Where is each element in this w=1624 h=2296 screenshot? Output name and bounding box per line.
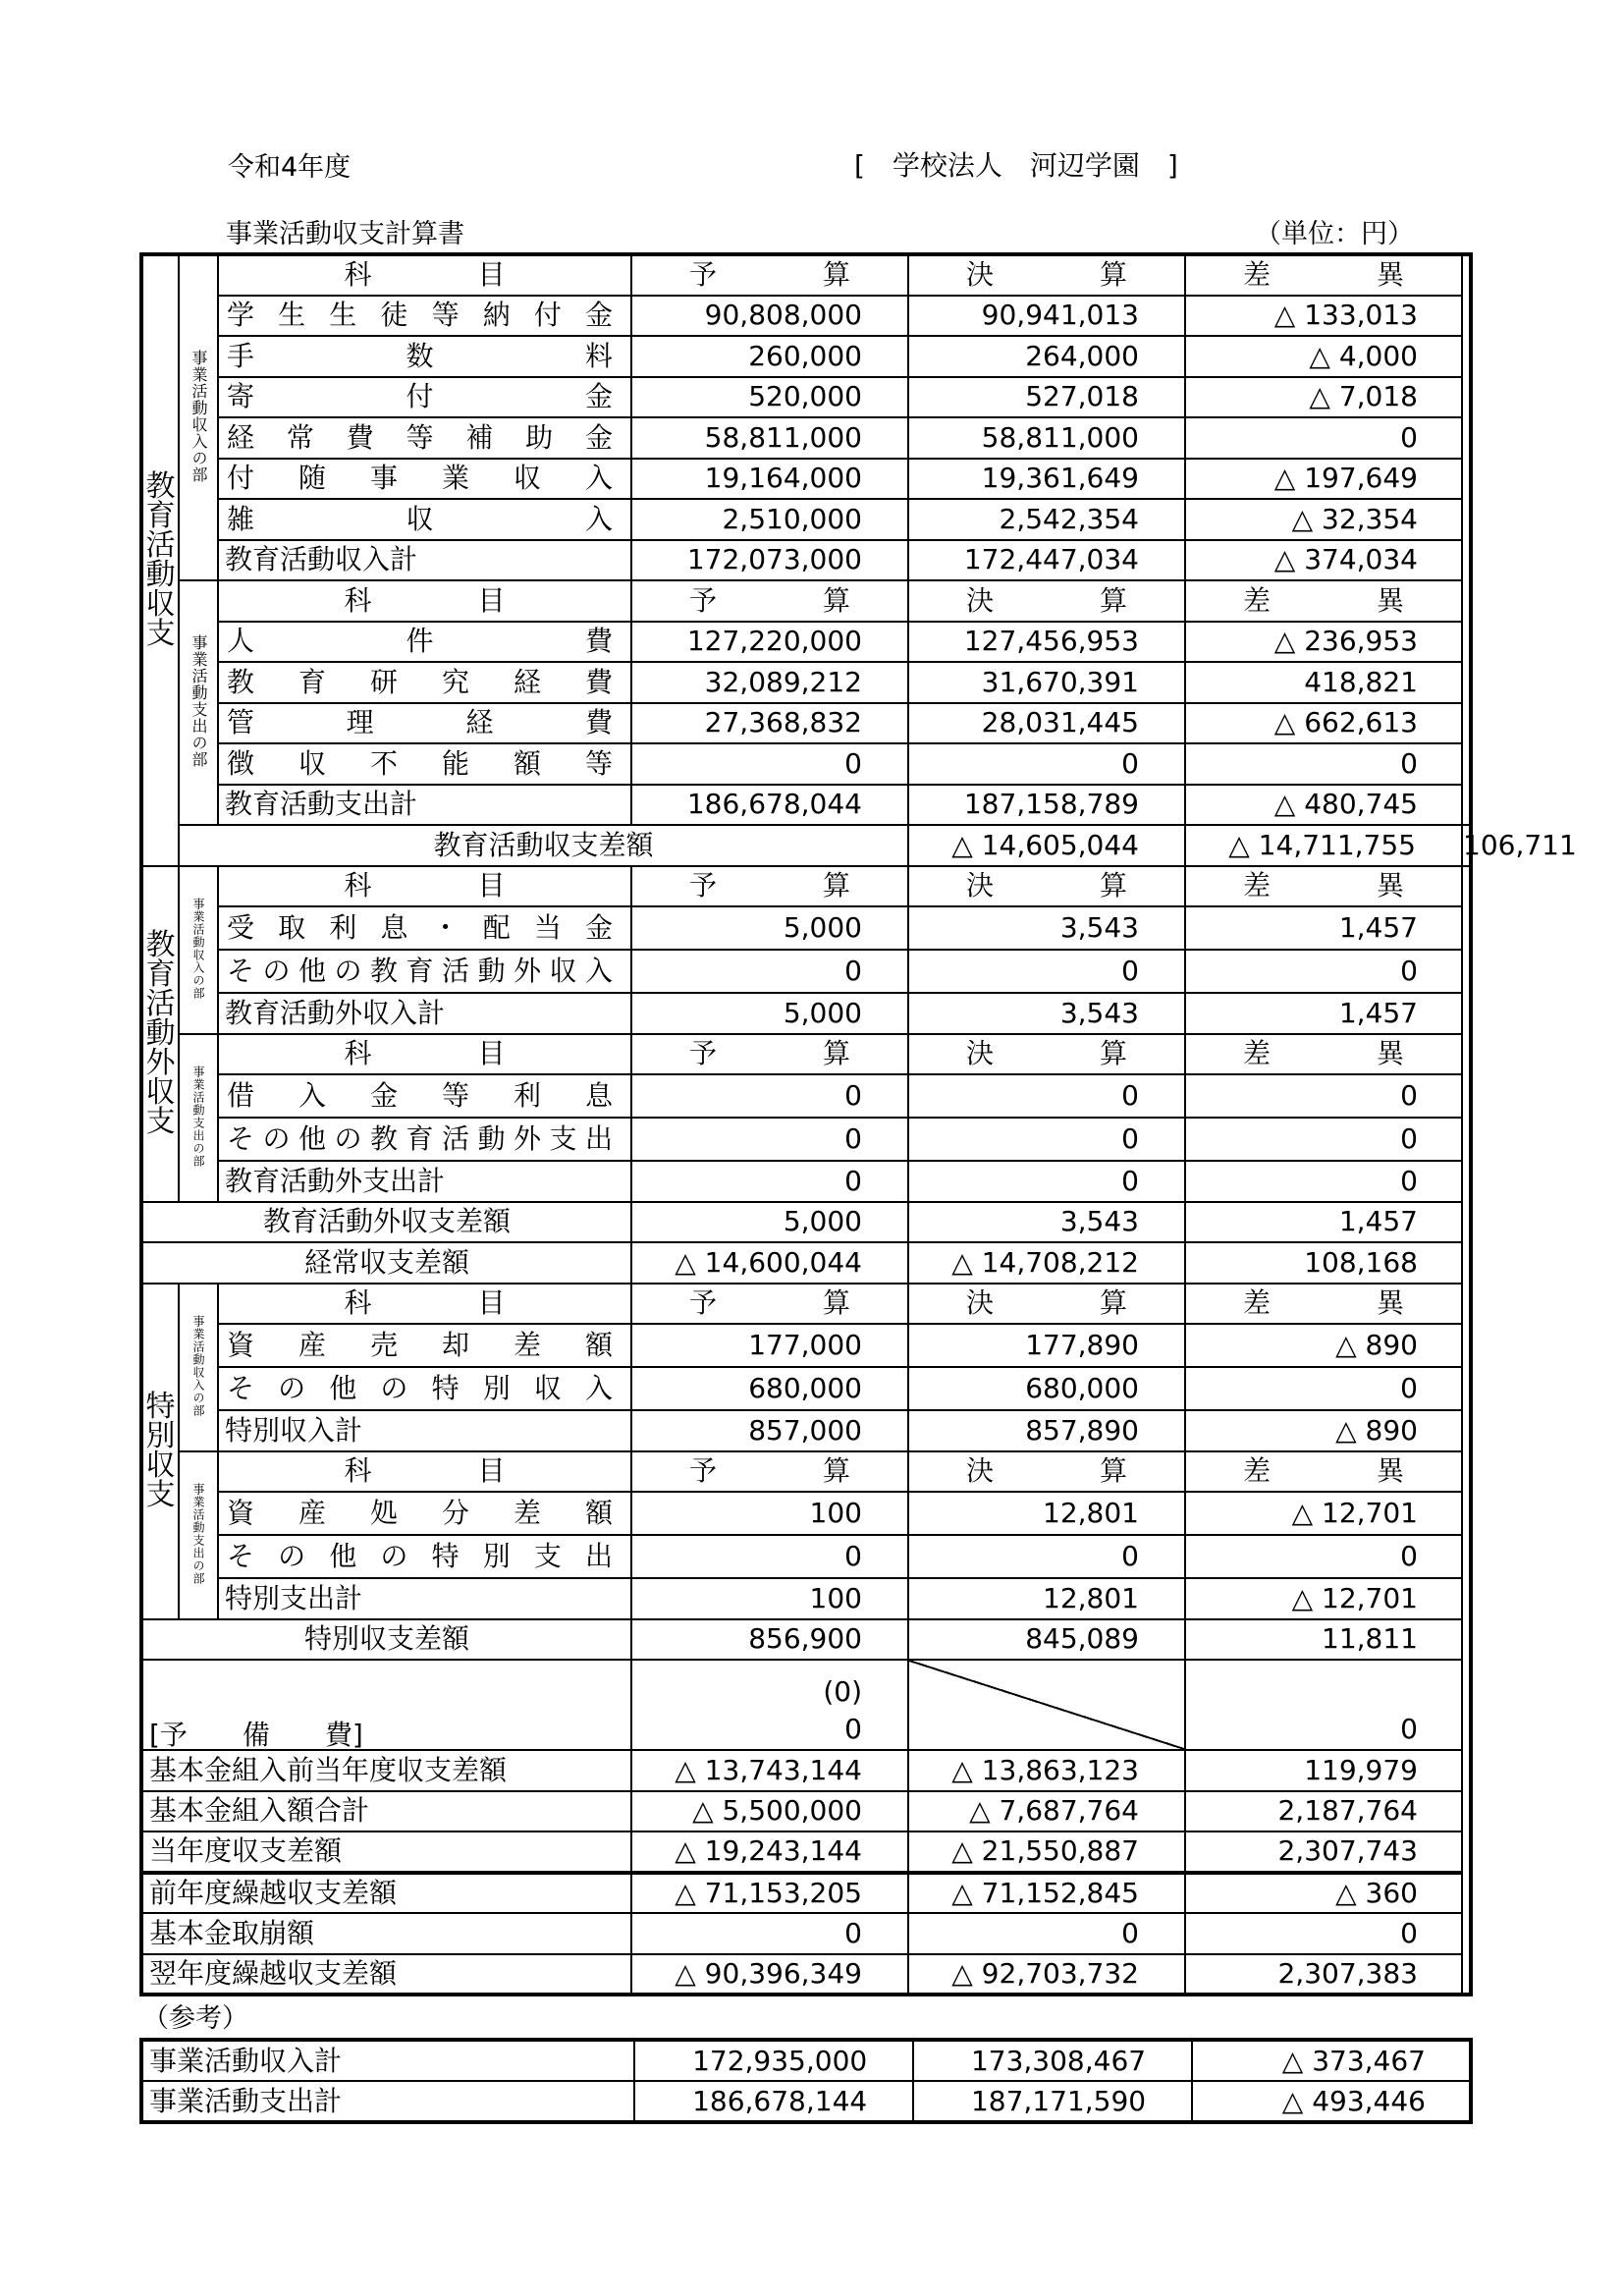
diff-value: 1,457 xyxy=(1185,1202,1462,1243)
reference-name: 事業活動収入計 xyxy=(141,2040,634,2081)
reserve-budget xyxy=(631,1660,908,1750)
budget-value: 100 xyxy=(631,1578,908,1619)
actual-value: 19,361,649 xyxy=(908,459,1185,500)
subgroup-other-income xyxy=(179,866,218,1034)
actual-value: 527,018 xyxy=(908,377,1185,418)
summary-name: 基本金組入前当年度収支差額 xyxy=(141,1750,631,1791)
col-header-diff: 差 異 xyxy=(1185,1451,1462,1493)
table-row xyxy=(141,1324,1471,1367)
item-name: 学生生徒等納付金 xyxy=(218,296,631,337)
col-header-budget: 予 算 xyxy=(631,254,908,296)
actual-value: 3,543 xyxy=(908,1202,1185,1243)
summary-name: 当年度収支差額 xyxy=(141,1831,631,1873)
school-name: [ 学校法人 河辺学園 ] xyxy=(854,149,1178,182)
group-edu xyxy=(141,254,179,866)
budget-value: 172,073,000 xyxy=(631,540,908,581)
diff-value: 1,457 xyxy=(1185,906,1462,950)
diff-value: 1,457 xyxy=(1185,993,1462,1034)
table-row xyxy=(141,1535,1471,1578)
activity-statement-table xyxy=(139,252,1577,1996)
reserve-diff: 0 xyxy=(1185,1660,1462,1750)
actual-value: △ 14,708,212 xyxy=(908,1242,1185,1284)
diff-value: 0 xyxy=(1185,1074,1462,1118)
item-name: 借入金等利息 xyxy=(218,1074,631,1118)
diff-value: 106,711 xyxy=(1462,825,1471,866)
item-name: 資産処分差額 xyxy=(218,1492,631,1535)
item-name: 手数料 xyxy=(218,336,631,377)
reference-label: （参考） xyxy=(142,2003,248,2034)
diff-value: △ 236,953 xyxy=(1185,622,1462,663)
table-row xyxy=(141,2081,1471,2122)
document-title: 事業活動収支計算書 xyxy=(226,219,464,249)
actual-value: 187,171,590 xyxy=(913,2081,1192,2122)
budget-value: 0 xyxy=(631,1535,908,1578)
col-header-item: 科 目 xyxy=(218,1034,631,1075)
item-name: 付随事業収入 xyxy=(218,459,631,500)
col-header-diff: 差 異 xyxy=(1185,1034,1462,1075)
budget-value: △ 14,600,044 xyxy=(631,1242,908,1284)
diff-value: 418,821 xyxy=(1185,662,1462,703)
table-row xyxy=(141,1284,1471,1325)
balance-name: 経常収支差額 xyxy=(141,1242,631,1284)
subgroup-special-income xyxy=(179,1284,218,1451)
col-header-item: 科 目 xyxy=(218,1451,631,1493)
col-header-item: 科 目 xyxy=(218,1284,631,1325)
budget-value: 2,510,000 xyxy=(631,499,908,540)
budget-value: △ 14,605,044 xyxy=(908,825,1185,866)
diff-value: △ 12,701 xyxy=(1185,1578,1462,1619)
table-row xyxy=(141,1578,1471,1619)
actual-value: 58,811,000 xyxy=(908,417,1185,459)
actual-value: △ 7,687,764 xyxy=(908,1791,1185,1832)
diff-value: △ 890 xyxy=(1185,1410,1462,1451)
diff-value: △ 32,354 xyxy=(1185,499,1462,540)
table-row xyxy=(141,377,1471,418)
table-row xyxy=(141,499,1471,540)
col-header-actual: 決 算 xyxy=(908,254,1185,296)
budget-value: 127,220,000 xyxy=(631,622,908,663)
diff-value: 119,979 xyxy=(1185,1750,1462,1791)
diff-value: △ 662,613 xyxy=(1185,703,1462,744)
item-name: その他の教育活動外収入 xyxy=(218,950,631,993)
budget-value: 5,000 xyxy=(631,1202,908,1243)
table-row xyxy=(141,866,1471,907)
table-row xyxy=(141,1660,1471,1750)
col-header-diff: 差 異 xyxy=(1185,1284,1462,1325)
item-name: 徴収不能額等 xyxy=(218,743,631,785)
balance-name: 教育活動収支差額 xyxy=(179,825,908,866)
diff-value: 0 xyxy=(1185,1161,1462,1202)
col-header-budget: 予 算 xyxy=(631,1034,908,1075)
unit-label: （単位：円） xyxy=(1255,219,1414,249)
table-row xyxy=(141,2040,1471,2081)
budget-value: 0 xyxy=(631,1118,908,1161)
diff-value: △ 197,649 xyxy=(1185,459,1462,500)
table-row xyxy=(141,1367,1471,1410)
col-header-actual: 決 算 xyxy=(908,1451,1185,1493)
actual-value: △ 71,152,845 xyxy=(908,1873,1185,1914)
subgroup-edu-income-label: 事業活動収入の部 xyxy=(189,350,208,483)
actual-value: 857,890 xyxy=(908,1410,1185,1451)
diff-value: 0 xyxy=(1185,417,1462,459)
budget-value: 186,678,144 xyxy=(634,2081,913,2122)
actual-value: 127,456,953 xyxy=(908,622,1185,663)
actual-value: 0 xyxy=(908,1161,1185,1202)
reserve-budget-value: 0 xyxy=(844,1713,862,1745)
budget-value: 32,089,212 xyxy=(631,662,908,703)
reserve-budget-paren: (0) xyxy=(823,1675,862,1708)
table-row xyxy=(141,1202,1471,1243)
diff-value: △ 12,701 xyxy=(1185,1492,1462,1535)
item-name: 資産売却差額 xyxy=(218,1324,631,1367)
table-row xyxy=(141,1074,1471,1118)
col-header-diff: 差 異 xyxy=(1185,866,1462,907)
col-header-budget: 予 算 xyxy=(631,1451,908,1493)
subgroup-other-expense-label: 事業活動支出の部 xyxy=(191,1066,205,1168)
col-header-actual: 決 算 xyxy=(908,866,1185,907)
actual-value: 0 xyxy=(908,1118,1185,1161)
table-row xyxy=(141,1791,1471,1832)
diff-value: 0 xyxy=(1185,1118,1462,1161)
table-row xyxy=(141,296,1471,337)
item-name: 管理経費 xyxy=(218,703,631,744)
actual-value: 680,000 xyxy=(908,1367,1185,1410)
table-row xyxy=(141,785,1471,826)
col-header-diff: 差 異 xyxy=(1185,580,1462,622)
subgroup-special-income-label: 事業活動収入の部 xyxy=(191,1315,205,1417)
fiscal-year: 令和4年度 xyxy=(228,152,352,183)
subgroup-edu-expense-label: 事業活動支出の部 xyxy=(189,634,208,768)
budget-value: 27,368,832 xyxy=(631,703,908,744)
item-name: 教育活動収入計 xyxy=(218,540,631,581)
table-row xyxy=(141,906,1471,950)
col-header-budget: 予 算 xyxy=(631,580,908,622)
reserve-name: [予 備 費] xyxy=(141,1660,631,1750)
actual-value: 0 xyxy=(908,1913,1185,1954)
table-row xyxy=(141,622,1471,663)
col-header-budget: 予 算 xyxy=(631,866,908,907)
summary-name: 基本金取崩額 xyxy=(141,1913,631,1954)
budget-value: 520,000 xyxy=(631,377,908,418)
actual-value: 177,890 xyxy=(908,1324,1185,1367)
budget-value: 58,811,000 xyxy=(631,417,908,459)
budget-value: 680,000 xyxy=(631,1367,908,1410)
col-header-actual: 決 算 xyxy=(908,1284,1185,1325)
table-row xyxy=(141,1118,1471,1161)
item-name: その他の特別収入 xyxy=(218,1367,631,1410)
col-header-diff: 差 異 xyxy=(1185,254,1462,296)
item-name: 受取利息・配当金 xyxy=(218,906,631,950)
diff-value: 2,307,383 xyxy=(1185,1954,1462,1995)
table-row xyxy=(141,1913,1471,1954)
table-row xyxy=(141,825,1471,866)
table-row xyxy=(141,1619,1471,1661)
balance-name: 特別収支差額 xyxy=(141,1619,631,1661)
actual-value: 31,670,391 xyxy=(908,662,1185,703)
budget-value: △ 13,743,144 xyxy=(631,1750,908,1791)
budget-value: 172,935,000 xyxy=(634,2040,913,2081)
reference-table xyxy=(139,2038,1473,2124)
table-row xyxy=(141,1750,1471,1791)
col-header-item: 科 目 xyxy=(218,580,631,622)
item-name: 特別収入計 xyxy=(218,1410,631,1451)
actual-value: 12,801 xyxy=(908,1492,1185,1535)
budget-value: 856,900 xyxy=(631,1619,908,1661)
group-special-label: 特 別 収 支 xyxy=(145,1389,176,1512)
item-name: 人件費 xyxy=(218,622,631,663)
diff-value: △ 374,034 xyxy=(1185,540,1462,581)
balance-name: 教育活動外収支差額 xyxy=(141,1202,631,1243)
item-name: 特別支出計 xyxy=(218,1578,631,1619)
table-row xyxy=(141,417,1471,459)
budget-value: 90,808,000 xyxy=(631,296,908,337)
table-row xyxy=(141,1492,1471,1535)
actual-value: 172,447,034 xyxy=(908,540,1185,581)
summary-name: 前年度繰越収支差額 xyxy=(141,1873,631,1914)
actual-value: 3,543 xyxy=(908,906,1185,950)
actual-value: 845,089 xyxy=(908,1619,1185,1661)
diff-value: 2,307,743 xyxy=(1185,1831,1462,1873)
table-row xyxy=(141,1242,1471,1284)
budget-value: 857,000 xyxy=(631,1410,908,1451)
item-name: 教育活動外支出計 xyxy=(218,1161,631,1202)
actual-value: △ 21,550,887 xyxy=(908,1831,1185,1873)
col-header-budget: 予 算 xyxy=(631,1284,908,1325)
diff-value: 108,168 xyxy=(1185,1242,1462,1284)
table-row xyxy=(141,743,1471,785)
budget-value: 100 xyxy=(631,1492,908,1535)
actual-value: 173,308,467 xyxy=(913,2040,1192,2081)
table-row xyxy=(141,703,1471,744)
diff-value: 2,187,764 xyxy=(1185,1791,1462,1832)
diff-value: 0 xyxy=(1185,1913,1462,1954)
group-edu-label: 教 育 活 動 収 支 xyxy=(145,468,176,651)
col-header-item: 科 目 xyxy=(218,254,631,296)
item-name: 雑収入 xyxy=(218,499,631,540)
actual-value: △ 14,711,755 xyxy=(1185,825,1462,866)
budget-value: 0 xyxy=(631,950,908,993)
reference-name: 事業活動支出計 xyxy=(141,2081,634,2122)
actual-value: 187,158,789 xyxy=(908,785,1185,826)
diff-value: △ 890 xyxy=(1185,1324,1462,1367)
table-row xyxy=(141,1410,1471,1451)
subgroup-special-expense xyxy=(179,1451,218,1619)
item-name: 教育活動支出計 xyxy=(218,785,631,826)
actual-value: 28,031,445 xyxy=(908,703,1185,744)
subgroup-other-income-label: 事業活動収入の部 xyxy=(191,898,205,1000)
table-row xyxy=(141,1161,1471,1202)
diff-value: 0 xyxy=(1185,743,1462,785)
budget-value: 177,000 xyxy=(631,1324,908,1367)
budget-value: 5,000 xyxy=(631,993,908,1034)
actual-value: 0 xyxy=(908,1535,1185,1578)
diff-value: 0 xyxy=(1185,950,1462,993)
table-row xyxy=(141,993,1471,1034)
budget-value: △ 5,500,000 xyxy=(631,1791,908,1832)
budget-value: 5,000 xyxy=(631,906,908,950)
table-row xyxy=(141,1954,1471,1995)
diff-value: △ 133,013 xyxy=(1185,296,1462,337)
table-row xyxy=(141,540,1471,581)
budget-value: 19,164,000 xyxy=(631,459,908,500)
subgroup-special-expense-label: 事業活動支出の部 xyxy=(191,1483,205,1585)
table-row xyxy=(141,1873,1471,1914)
budget-value: △ 90,396,349 xyxy=(631,1954,908,1995)
actual-value: △ 92,703,732 xyxy=(908,1954,1185,1995)
summary-name: 翌年度繰越収支差額 xyxy=(141,1954,631,1995)
table-row xyxy=(141,459,1471,500)
subgroup-edu-income xyxy=(179,254,218,580)
col-header-actual: 決 算 xyxy=(908,1034,1185,1075)
actual-value: 0 xyxy=(908,1074,1185,1118)
budget-value: △ 19,243,144 xyxy=(631,1831,908,1873)
actual-value: 0 xyxy=(908,950,1185,993)
diff-value: 0 xyxy=(1185,1535,1462,1578)
table-row xyxy=(141,1451,1471,1493)
budget-value: 186,678,044 xyxy=(631,785,908,826)
budget-value: 0 xyxy=(631,1913,908,1954)
summary-name: 基本金組入額合計 xyxy=(141,1791,631,1832)
budget-value: 260,000 xyxy=(631,336,908,377)
item-name: その他の特別支出 xyxy=(218,1535,631,1578)
item-name: 経常費等補助金 xyxy=(218,417,631,459)
item-name: 教育活動外収入計 xyxy=(218,993,631,1034)
col-header-item: 科 目 xyxy=(218,866,631,907)
group-special xyxy=(141,1284,179,1619)
group-edu-other-label: 教 育 活 動 外 収 支 xyxy=(145,927,176,1139)
diff-value: 11,811 xyxy=(1185,1619,1462,1661)
budget-value: △ 71,153,205 xyxy=(631,1873,908,1914)
actual-value: △ 13,863,123 xyxy=(908,1750,1185,1791)
item-name: 寄付金 xyxy=(218,377,631,418)
diff-value: △ 373,467 xyxy=(1192,2040,1471,2081)
actual-value: 2,542,354 xyxy=(908,499,1185,540)
table-row xyxy=(141,662,1471,703)
diff-value: 0 xyxy=(1185,1367,1462,1410)
table-row xyxy=(141,254,1471,296)
item-name: 教育研究経費 xyxy=(218,662,631,703)
actual-value: 3,543 xyxy=(908,993,1185,1034)
actual-value: 0 xyxy=(908,743,1185,785)
actual-value: 264,000 xyxy=(908,336,1185,377)
table-row xyxy=(141,336,1471,377)
subgroup-edu-expense xyxy=(179,580,218,825)
diff-value: △ 4,000 xyxy=(1185,336,1462,377)
diff-value: △ 480,745 xyxy=(1185,785,1462,826)
item-name: その他の教育活動外支出 xyxy=(218,1118,631,1161)
budget-value: 0 xyxy=(631,1074,908,1118)
col-header-actual: 決 算 xyxy=(908,580,1185,622)
diff-value: △ 360 xyxy=(1185,1873,1462,1914)
group-edu-other xyxy=(141,866,179,1202)
table-row xyxy=(141,1034,1471,1075)
reserve-actual-blank xyxy=(908,1660,1185,1750)
table-row xyxy=(141,580,1471,622)
diff-value: △ 493,446 xyxy=(1192,2081,1471,2122)
table-row xyxy=(141,1831,1471,1873)
budget-value: 0 xyxy=(631,1161,908,1202)
actual-value: 12,801 xyxy=(908,1578,1185,1619)
subgroup-other-expense xyxy=(179,1034,218,1202)
budget-value: 0 xyxy=(631,743,908,785)
actual-value: 90,941,013 xyxy=(908,296,1185,337)
diff-value: △ 7,018 xyxy=(1185,377,1462,418)
table-row xyxy=(141,950,1471,993)
